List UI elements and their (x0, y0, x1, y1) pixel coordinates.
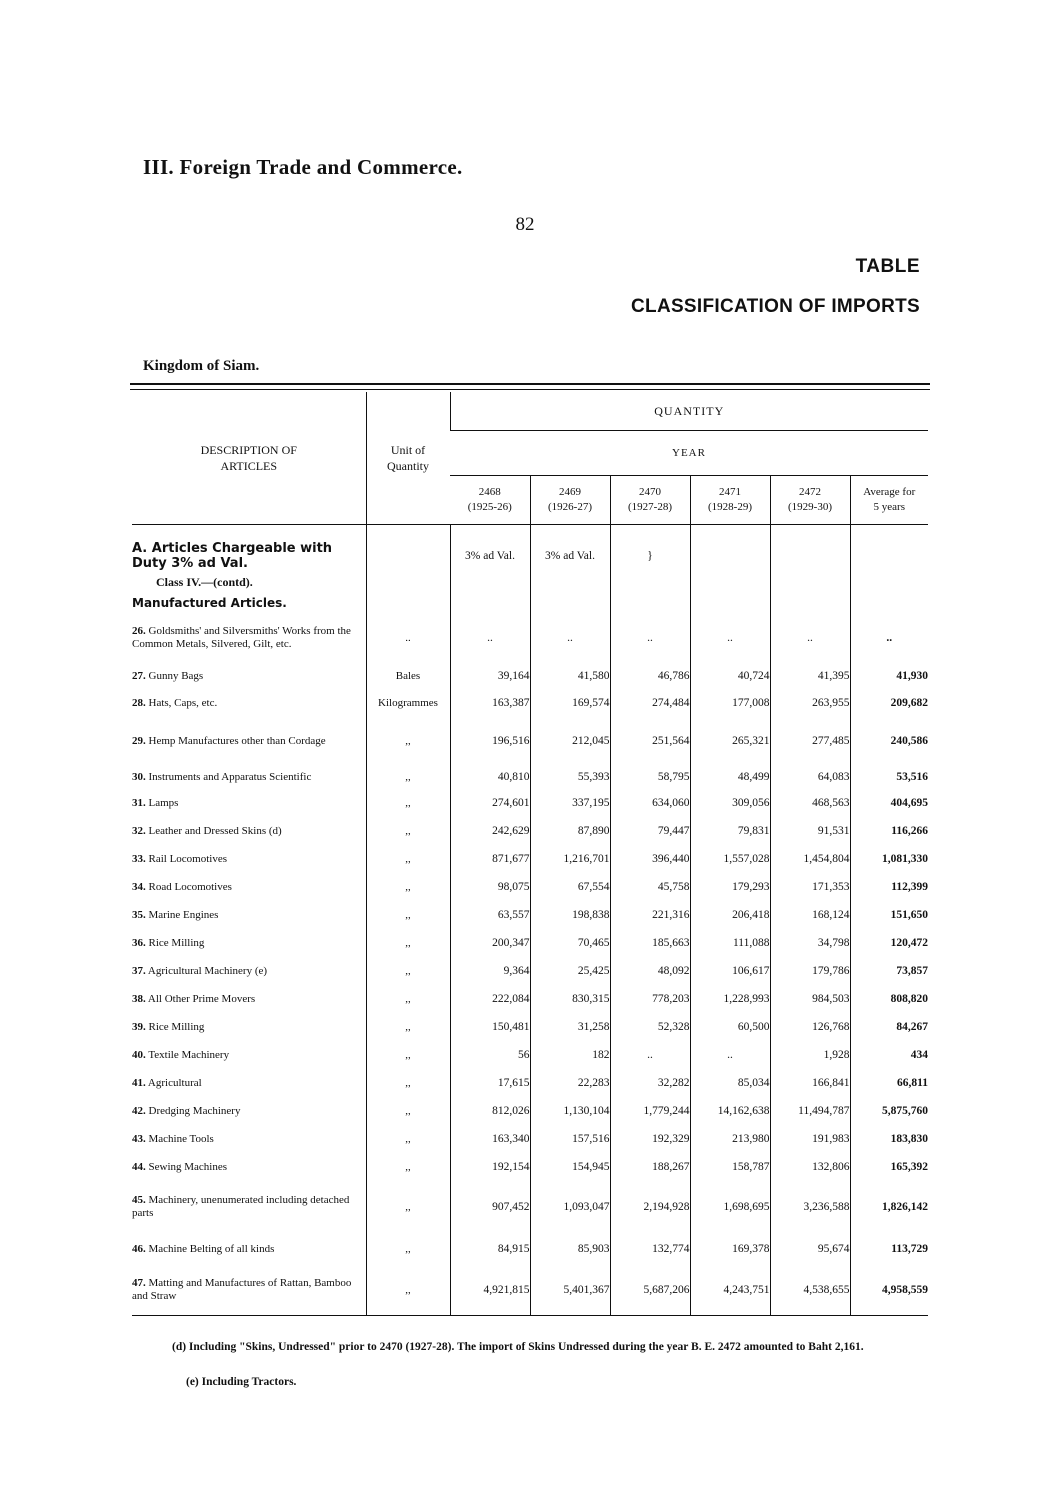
year-value: 58,795 (610, 765, 690, 789)
item-description: Rice Milling (148, 936, 205, 949)
item-unit: ,, (366, 1069, 450, 1097)
column-header: 2469 (1926-27) (530, 476, 610, 525)
year-value: 169,574 (530, 689, 610, 717)
year-value: .. (450, 613, 530, 663)
table-row (132, 845, 928, 873)
average-value: 53,516 (850, 765, 928, 789)
footnote-e: (e) Including Tractors. (186, 1376, 297, 1388)
year-value: 40,810 (450, 765, 530, 789)
table-row (132, 717, 928, 765)
average-value: 112,399 (850, 873, 928, 901)
year-value: 1,130,104 (530, 1097, 610, 1125)
footnote-d: (d) Including "Skins, Undressed" prior to 2470 (1927-28). The import of Skins Undressed during the year B. E. 2472 amounted to Baht 2,161. (172, 1341, 864, 1353)
year-value: 168,124 (770, 901, 850, 929)
year-value: 337,195 (530, 789, 610, 817)
year-value: 1,216,701 (530, 845, 610, 873)
top-rule (130, 383, 930, 385)
year-value: 32,282 (610, 1069, 690, 1097)
table-title: CLASSIFICATION OF IMPORTS (631, 296, 920, 317)
year-value: 396,440 (610, 845, 690, 873)
table-row (132, 663, 928, 689)
year-value: 166,841 (770, 1069, 850, 1097)
year-value: 185,663 (610, 929, 690, 957)
year-value: 79,831 (690, 817, 770, 845)
year-value: 55,393 (530, 765, 610, 789)
item-description: All Other Prime Movers (147, 992, 256, 1005)
year-value: 132,774 (610, 1233, 690, 1265)
year-value: 1,228,993 (690, 985, 770, 1013)
year-value: 778,203 (610, 985, 690, 1013)
subheading-row (132, 593, 928, 613)
duty-note-brace: } (610, 525, 690, 572)
item-description: Machine Tools (148, 1132, 214, 1145)
year-value: 9,364 (450, 957, 530, 985)
year-value: 206,418 (690, 901, 770, 929)
year-value: 79,447 (610, 817, 690, 845)
table-row (132, 1041, 928, 1069)
year-value: 41,580 (530, 663, 610, 689)
year-value: 2,194,928 (610, 1181, 690, 1233)
year-value: 212,045 (530, 717, 610, 765)
item-description: Instruments and Apparatus Scientific (148, 770, 312, 783)
year-value: 1,779,244 (610, 1097, 690, 1125)
section-a-heading: A. Articles Chargeable with Duty 3% ad Val. (132, 541, 333, 571)
year-value: 60,500 (690, 1013, 770, 1041)
average-value: 151,650 (850, 901, 928, 929)
table-row (132, 873, 928, 901)
average-value: 113,729 (850, 1233, 928, 1265)
item-description: Matting and Manufactures of Rattan, Bamboo and Straw (132, 1276, 352, 1302)
item-unit: ,, (366, 985, 450, 1013)
column-header: 2470 (1927-28) (610, 476, 690, 525)
item-number: 40. (132, 1048, 146, 1061)
year-value: 95,674 (770, 1233, 850, 1265)
year-value: 179,786 (770, 957, 850, 985)
year-value: 3,236,588 (770, 1181, 850, 1233)
year-value: 158,787 (690, 1153, 770, 1181)
item-description: Dredging Machinery (148, 1104, 241, 1117)
item-description: Textile Machinery (148, 1048, 230, 1061)
table-label: TABLE (855, 256, 920, 277)
item-unit: ,, (366, 717, 450, 765)
average-value: 434 (850, 1041, 928, 1069)
year-value: 25,425 (530, 957, 610, 985)
year-value: .. (530, 613, 610, 663)
item-unit: ,, (366, 929, 450, 957)
item-unit: ,, (366, 1181, 450, 1233)
item-description: Machine Belting of all kinds (148, 1242, 275, 1255)
sub-heading: Manufactured Articles. (132, 595, 287, 610)
page-number: 82 (515, 214, 535, 235)
item-unit: ,, (366, 1013, 450, 1041)
year-value: 56 (450, 1041, 530, 1069)
item-unit: ,, (366, 873, 450, 901)
item-description: Rice Milling (148, 1020, 205, 1033)
year-value: 263,955 (770, 689, 850, 717)
year-value: 5,401,367 (530, 1265, 610, 1315)
column-header: 2471 (1928-29) (690, 476, 770, 525)
year-value: .. (610, 1041, 690, 1069)
year-value: 40,724 (690, 663, 770, 689)
year-value: 64,083 (770, 765, 850, 789)
section-a-heading-row (132, 525, 928, 572)
year-value: 309,056 (690, 789, 770, 817)
item-number: 28. (132, 696, 146, 709)
item-unit: ,, (366, 1125, 450, 1153)
item-unit: .. (366, 613, 450, 663)
year-value: 213,980 (690, 1125, 770, 1153)
year-value: 91,531 (770, 817, 850, 845)
year-value: 98,075 (450, 873, 530, 901)
item-number: 41. (132, 1076, 146, 1089)
year-value: 63,557 (450, 901, 530, 929)
item-description: Agricultural (147, 1076, 202, 1089)
item-unit: ,, (366, 1041, 450, 1069)
header-quantity: QUANTITY (450, 392, 928, 431)
item-description: Rail Locomotives (148, 852, 228, 865)
year-value: 85,903 (530, 1233, 610, 1265)
year-value: 41,395 (770, 663, 850, 689)
year-value: 192,154 (450, 1153, 530, 1181)
item-number: 46. (132, 1242, 146, 1255)
item-description: Lamps (148, 796, 179, 809)
item-unit: Bales (366, 663, 450, 689)
table-row (132, 789, 928, 817)
year-value: .. (690, 613, 770, 663)
item-unit: ,, (366, 845, 450, 873)
item-unit: ,, (366, 957, 450, 985)
year-value: 157,516 (530, 1125, 610, 1153)
year-value: 85,034 (690, 1069, 770, 1097)
year-value: 87,890 (530, 817, 610, 845)
year-value: 52,328 (610, 1013, 690, 1041)
year-value: 4,921,815 (450, 1265, 530, 1315)
average-value: 183,830 (850, 1125, 928, 1153)
table-row (132, 1181, 928, 1233)
average-value: 73,857 (850, 957, 928, 985)
item-number: 39. (132, 1020, 146, 1033)
year-value: 4,538,655 (770, 1265, 850, 1315)
table-row (132, 901, 928, 929)
year-value: 1,093,047 (530, 1181, 610, 1233)
year-value: 46,786 (610, 663, 690, 689)
table-row (132, 1097, 928, 1125)
table-row (132, 689, 928, 717)
year-value: 188,267 (610, 1153, 690, 1181)
year-value: 830,315 (530, 985, 610, 1013)
average-value: 120,472 (850, 929, 928, 957)
year-value: 907,452 (450, 1181, 530, 1233)
average-value: .. (850, 613, 928, 663)
year-value: 45,758 (610, 873, 690, 901)
item-unit: ,, (366, 1265, 450, 1315)
year-value: 192,329 (610, 1125, 690, 1153)
year-value: .. (690, 1041, 770, 1069)
item-description: Marine Engines (148, 908, 219, 921)
year-value: 171,353 (770, 873, 850, 901)
table-row (132, 613, 928, 663)
year-value: 196,516 (450, 717, 530, 765)
section-title: III. Foreign Trade and Commerce. (143, 155, 463, 179)
year-value: 17,615 (450, 1069, 530, 1097)
year-value: 48,499 (690, 765, 770, 789)
year-value: 198,838 (530, 901, 610, 929)
average-value: 1,081,330 (850, 845, 928, 873)
year-value: .. (770, 613, 850, 663)
header-description: DESCRIPTION OF ARTICLES (132, 392, 366, 525)
item-unit: Kilogrammes (366, 689, 450, 717)
column-header: 2472 (1929-30) (770, 476, 850, 525)
average-value: 4,958,559 (850, 1265, 928, 1315)
average-value: 165,392 (850, 1153, 928, 1181)
year-value: 111,088 (690, 929, 770, 957)
item-description: Hats, Caps, etc. (148, 696, 218, 709)
year-value: 222,084 (450, 985, 530, 1013)
year-value: 163,387 (450, 689, 530, 717)
year-value: 177,008 (690, 689, 770, 717)
column-header: 2468 (1925-26) (450, 476, 530, 525)
item-unit: ,, (366, 1233, 450, 1265)
item-description: Leather and Dressed Skins (d) (148, 824, 282, 837)
table-row (132, 929, 928, 957)
item-number: 47. (132, 1276, 146, 1289)
top-rule-thin (130, 389, 930, 390)
item-description: Gunny Bags (148, 669, 204, 682)
item-unit: ,, (366, 789, 450, 817)
year-value: 1,698,695 (690, 1181, 770, 1233)
item-number: 36. (132, 936, 146, 949)
item-number: 34. (132, 880, 146, 893)
year-value: 468,563 (770, 789, 850, 817)
average-value: 84,267 (850, 1013, 928, 1041)
year-value: 22,283 (530, 1069, 610, 1097)
item-number: 45. (132, 1194, 146, 1206)
item-unit: ,, (366, 901, 450, 929)
year-value: 39,164 (450, 663, 530, 689)
year-value: 163,340 (450, 1125, 530, 1153)
imports-table (132, 392, 928, 1316)
year-value: 1,928 (770, 1041, 850, 1069)
average-value: 404,695 (850, 789, 928, 817)
class-row (132, 571, 928, 593)
average-value: 116,266 (850, 817, 928, 845)
item-number: 38. (132, 992, 146, 1005)
duty-note-2: 3% ad Val. (530, 525, 610, 572)
item-unit: ,, (366, 817, 450, 845)
year-value: 5,687,206 (610, 1265, 690, 1315)
year-value: 221,316 (610, 901, 690, 929)
year-value: 126,768 (770, 1013, 850, 1041)
item-number: 43. (132, 1132, 146, 1145)
item-number: 31. (132, 796, 146, 809)
year-value: 1,454,804 (770, 845, 850, 873)
year-value: 106,617 (690, 957, 770, 985)
average-value: 808,820 (850, 985, 928, 1013)
table-row (132, 817, 928, 845)
item-unit: ,, (366, 1153, 450, 1181)
item-description: Machinery, unenumerated including detached parts (132, 1194, 350, 1219)
year-value: 154,945 (530, 1153, 610, 1181)
year-value: 48,092 (610, 957, 690, 985)
year-value: 274,601 (450, 789, 530, 817)
year-value: 265,321 (690, 717, 770, 765)
item-unit: ,, (366, 1097, 450, 1125)
item-number: 29. (132, 734, 146, 747)
item-number: 35. (132, 908, 146, 921)
table-row (132, 1069, 928, 1097)
item-description: Hemp Manufactures other than Cordage (148, 734, 326, 747)
year-value: 1,557,028 (690, 845, 770, 873)
header-unit: Unit of Quantity (366, 392, 450, 525)
table-row (132, 957, 928, 985)
year-value: 31,258 (530, 1013, 610, 1041)
item-number: 26. (132, 625, 146, 637)
table-row (132, 765, 928, 789)
item-number: 27. (132, 669, 146, 682)
year-value: 242,629 (450, 817, 530, 845)
year-value: 200,347 (450, 929, 530, 957)
year-value: 150,481 (450, 1013, 530, 1041)
year-value: 251,564 (610, 717, 690, 765)
average-value: 1,826,142 (850, 1181, 928, 1233)
column-header: Average for 5 years (850, 476, 928, 525)
item-description: Sewing Machines (148, 1160, 228, 1173)
class-label: Class IV.—(contd). (156, 574, 253, 589)
duty-note-1: 3% ad Val. (450, 525, 530, 572)
item-number: 33. (132, 852, 146, 865)
item-number: 42. (132, 1104, 146, 1117)
year-value: 4,243,751 (690, 1265, 770, 1315)
average-value: 240,586 (850, 717, 928, 765)
year-value: 634,060 (610, 789, 690, 817)
average-value: 209,682 (850, 689, 928, 717)
item-description: Agricultural Machinery (e) (147, 964, 268, 977)
year-value: 812,026 (450, 1097, 530, 1125)
country-label: Kingdom of Siam. (143, 358, 260, 374)
average-value: 41,930 (850, 663, 928, 689)
year-value: 984,503 (770, 985, 850, 1013)
year-value: 182 (530, 1041, 610, 1069)
year-value: 169,378 (690, 1233, 770, 1265)
year-value: 871,677 (450, 845, 530, 873)
year-value: 132,806 (770, 1153, 850, 1181)
year-value: 11,494,787 (770, 1097, 850, 1125)
average-value: 5,875,760 (850, 1097, 928, 1125)
item-number: 32. (132, 824, 146, 837)
item-number: 37. (132, 964, 146, 977)
average-value: 66,811 (850, 1069, 928, 1097)
table-row (132, 1013, 928, 1041)
item-number: 44. (132, 1160, 146, 1173)
item-description: Goldsmiths' and Silversmiths' Works from the Common Metals, Silvered, Gilt, etc. (132, 625, 351, 650)
year-value: 34,798 (770, 929, 850, 957)
table-row (132, 985, 928, 1013)
year-value: 179,293 (690, 873, 770, 901)
table-row (132, 1125, 928, 1153)
year-value: 70,465 (530, 929, 610, 957)
year-value: .. (610, 613, 690, 663)
item-unit: ,, (366, 765, 450, 789)
table-row (132, 1233, 928, 1265)
table-row (132, 1153, 928, 1181)
header-year: YEAR (450, 431, 928, 476)
year-value: 274,484 (610, 689, 690, 717)
item-number: 30. (132, 770, 146, 783)
item-description: Road Locomotives (148, 880, 232, 893)
year-value: 67,554 (530, 873, 610, 901)
year-value: 14,162,638 (690, 1097, 770, 1125)
year-value: 277,485 (770, 717, 850, 765)
year-value: 191,983 (770, 1125, 850, 1153)
table-row (132, 1265, 928, 1315)
year-value: 84,915 (450, 1233, 530, 1265)
